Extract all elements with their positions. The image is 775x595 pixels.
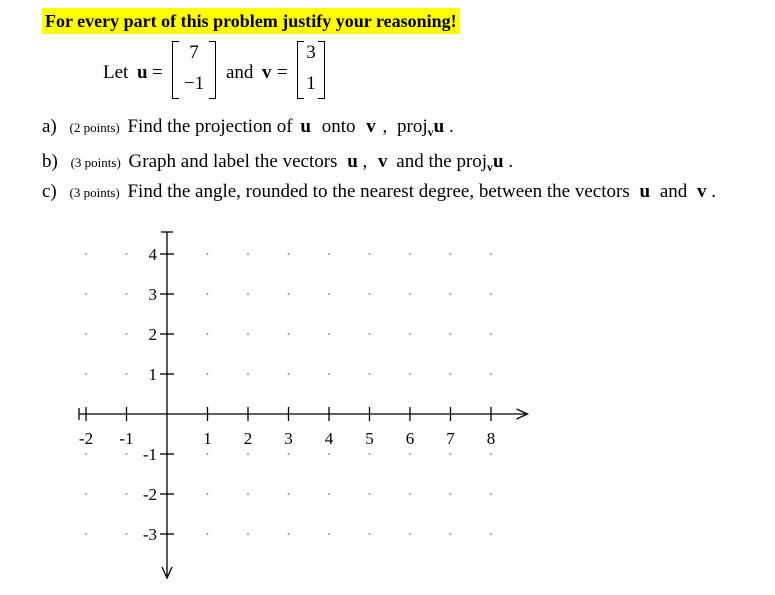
period: . xyxy=(448,116,454,137)
v-equals: = xyxy=(277,62,288,83)
grid-dot xyxy=(85,333,87,335)
grid-dot xyxy=(450,453,452,455)
grid-dot xyxy=(207,253,209,255)
grid-dot xyxy=(450,293,452,295)
grid-dot xyxy=(490,373,492,375)
grid-dot xyxy=(369,493,371,495)
y-axis-ticks xyxy=(143,245,174,544)
grid-dot xyxy=(288,253,290,255)
grid-dot xyxy=(85,373,87,375)
grid-dot xyxy=(207,453,209,455)
question-text: Find the angle, rounded to the nearest degree, between the vectors xyxy=(127,181,630,202)
u-symbol: u xyxy=(300,116,311,137)
grid-dot xyxy=(328,333,330,335)
x-tick-label: 5 xyxy=(365,429,374,448)
grid-dot xyxy=(369,293,371,295)
y-tick-label: -3 xyxy=(142,525,157,544)
u-symbol: u xyxy=(137,62,148,83)
question-points: (3 points) xyxy=(70,155,121,170)
grid-dot xyxy=(369,373,371,375)
y-tick-label: 2 xyxy=(148,325,157,344)
u-symbol: u xyxy=(639,181,651,202)
question-points: (2 points) xyxy=(69,120,120,135)
question-letter: c) xyxy=(42,181,57,202)
grid-dot xyxy=(409,253,411,255)
separator: , xyxy=(382,116,388,137)
grid-dot xyxy=(126,533,128,535)
question-points: (3 points) xyxy=(69,185,120,200)
grid-dot xyxy=(288,293,290,295)
projection-notation: proj$_v$u xyxy=(397,116,445,139)
grid-dot xyxy=(369,253,371,255)
x-tick-label: 4 xyxy=(324,429,334,448)
grid-dot xyxy=(207,373,209,375)
u-entry-1: 7 xyxy=(189,42,199,63)
x-tick-label: 8 xyxy=(486,429,496,448)
grid-dot xyxy=(288,493,290,495)
grid-dot xyxy=(409,453,411,455)
grid-dot xyxy=(247,293,249,295)
u-symbol: u xyxy=(347,151,358,172)
grid-dot xyxy=(247,533,249,535)
period: . xyxy=(508,151,514,172)
question-letter: b) xyxy=(42,151,58,172)
grid-dot xyxy=(85,253,87,255)
grid-dot xyxy=(328,453,330,455)
grid-dot xyxy=(490,253,492,255)
grid-dot xyxy=(328,373,330,375)
instructions-text: For every part of this problem justify your reasoning! xyxy=(45,11,457,31)
v-symbol: v xyxy=(366,116,376,137)
grid-dot xyxy=(409,493,411,495)
grid-dot xyxy=(247,253,249,255)
grid-dot xyxy=(288,333,290,335)
grid-dot xyxy=(247,493,249,495)
grid-dot xyxy=(126,253,128,255)
grid-dot xyxy=(409,293,411,295)
y-tick-label: 3 xyxy=(148,285,157,304)
y-tick-label: 1 xyxy=(148,365,157,384)
u-entry-2: −1 xyxy=(183,73,205,94)
question-text: and the xyxy=(396,151,452,172)
y-tick-label: 4 xyxy=(148,245,157,264)
x-tick-label: 1 xyxy=(203,429,212,448)
question-text: Find the projection of xyxy=(127,116,293,137)
grid-dot xyxy=(450,533,452,535)
grid-dot xyxy=(328,493,330,495)
grid-dot xyxy=(328,293,330,295)
grid-dot xyxy=(450,253,452,255)
y-tick-label: -1 xyxy=(142,445,157,464)
v-symbol: v xyxy=(697,181,707,202)
v-entry-2: 1 xyxy=(306,73,316,94)
grid-dot xyxy=(247,373,249,375)
grid-dot xyxy=(369,333,371,335)
question-text: and xyxy=(659,181,688,202)
grid-dot xyxy=(288,533,290,535)
grid-dot xyxy=(450,333,452,335)
x-tick-label: -2 xyxy=(78,429,94,448)
grid-dot xyxy=(126,493,128,495)
grid-dot xyxy=(85,533,87,535)
grid-dot xyxy=(490,453,492,455)
x-tick-label: 6 xyxy=(405,429,415,448)
and-label: and xyxy=(226,62,254,83)
grid-dot xyxy=(328,253,330,255)
grid-dot xyxy=(288,373,290,375)
separator: , xyxy=(362,151,368,172)
grid-dot xyxy=(490,533,492,535)
period: . xyxy=(711,181,716,202)
x-tick-label: 3 xyxy=(284,429,293,448)
grid-dot xyxy=(126,293,128,295)
x-axis-ticks xyxy=(79,407,495,448)
question-text: Graph and label the vectors xyxy=(128,151,338,172)
grid-dot xyxy=(490,293,492,295)
grid-dot xyxy=(490,333,492,335)
v-symbol: v xyxy=(378,151,388,172)
let-label: Let xyxy=(103,62,129,83)
x-tick-label: 7 xyxy=(446,429,455,448)
grid-dot xyxy=(207,533,209,535)
y-tick-label: -2 xyxy=(142,485,157,504)
grid-dot xyxy=(207,293,209,295)
grid-dot xyxy=(450,373,452,375)
x-tick-label: 2 xyxy=(243,429,253,448)
v-entry-1: 3 xyxy=(306,42,316,63)
question-letter: a) xyxy=(42,116,57,137)
grid-dot xyxy=(85,493,87,495)
projection-notation: proj$_v$u xyxy=(456,151,504,174)
x-tick-label: -1 xyxy=(119,429,134,448)
grid-dot xyxy=(369,533,371,535)
grid-dot xyxy=(288,453,290,455)
grid-dot xyxy=(369,453,371,455)
grid-dot xyxy=(126,373,128,375)
grid-dot xyxy=(409,373,411,375)
question-text: onto xyxy=(321,116,356,137)
grid-dot xyxy=(207,333,209,335)
grid-dot xyxy=(85,453,87,455)
grid-dot xyxy=(328,533,330,535)
u-equals: = xyxy=(152,62,163,83)
grid-dot xyxy=(247,333,249,335)
grid-dot xyxy=(490,493,492,495)
grid-dot xyxy=(126,333,128,335)
grid-dot xyxy=(409,533,411,535)
grid-dot xyxy=(207,493,209,495)
grid-dot xyxy=(85,293,87,295)
grid-dot xyxy=(409,333,411,335)
grid-dot xyxy=(450,493,452,495)
grid-dot xyxy=(247,453,249,455)
v-symbol: v xyxy=(262,62,272,83)
grid-dot xyxy=(126,453,128,455)
